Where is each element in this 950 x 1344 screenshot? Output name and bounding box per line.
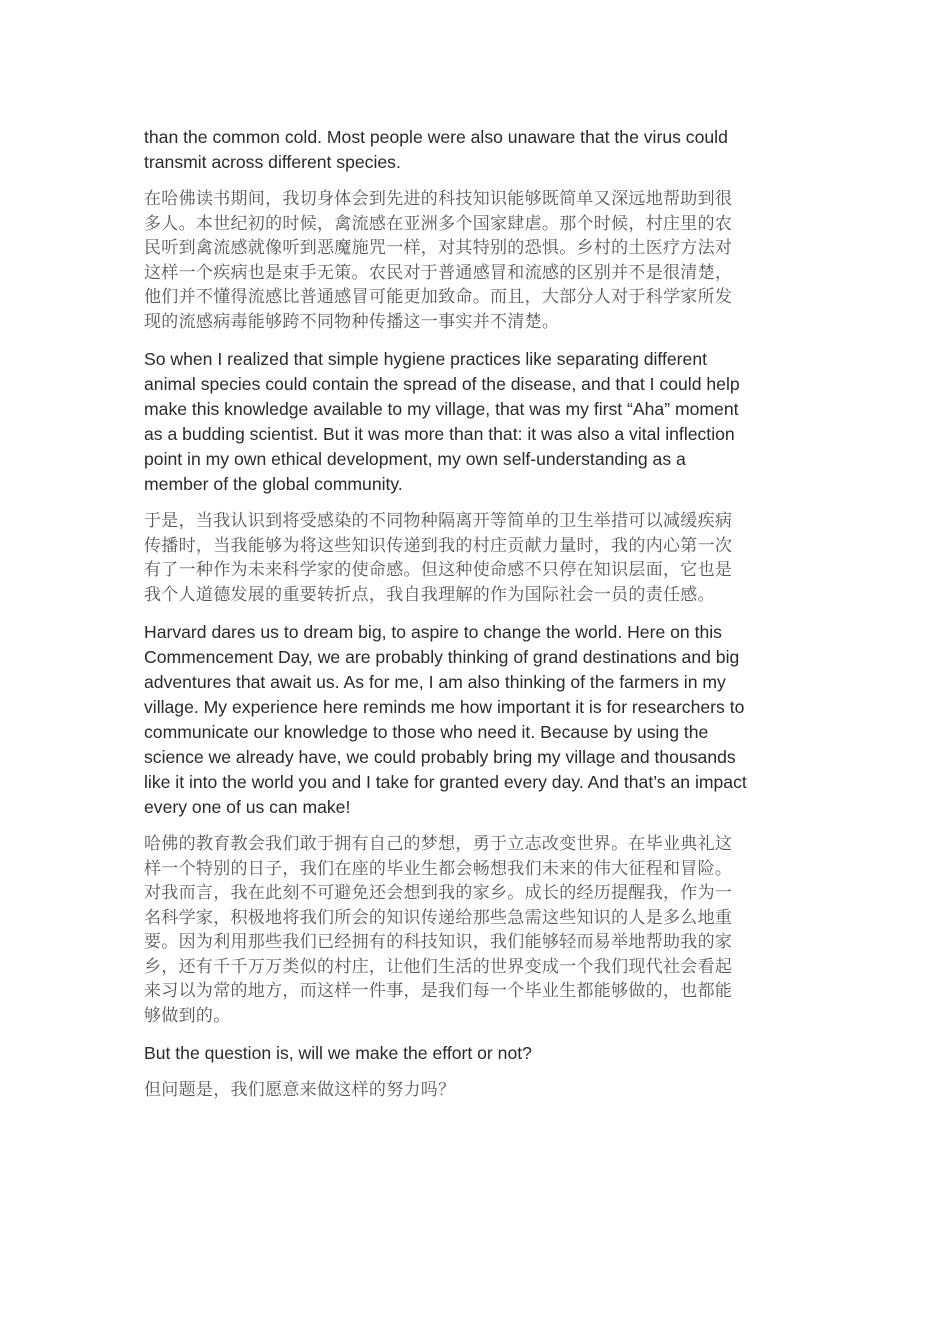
text-line: 哈佛的教育教会我们敢于拥有自己的梦想，勇于立志改变世界。在毕业典礼这 <box>144 834 733 854</box>
text-line: 现的流感病毒能够跨不同物种传播这一事实并不清楚。 <box>144 311 560 332</box>
text-line: But the question is, will we make the effort or not? <box>144 1043 532 1063</box>
text-line: 多人。本世纪初的时候，禽流感在亚洲多个国家肆虐。那个时候，村庄里的农 <box>144 213 733 234</box>
text-line: 但问题是，我们愿意来做这样的努力吗？ <box>144 1080 456 1100</box>
text-line: 名科学家，积极地将我们所会的知识传递给那些急需这些知识的人是多么地重 <box>144 907 733 928</box>
text-line: 于是，当我认识到将受感染的不同物种隔离开等简单的卫生举措可以减缓疾病 <box>144 511 733 531</box>
text-line: 民听到禽流感就像听到恶魔施咒一样，对其特别的恐惧。乡村的土医疗方法对 <box>144 238 733 258</box>
text-line: transmit across different species. <box>144 152 401 172</box>
text-line: Commencement Day, we are probably thinking of grand destinations and big <box>144 647 740 667</box>
text-line: Harvard dares us to dream big, to aspire to change the world. Here on this <box>144 622 722 642</box>
text-line: 传播时，当我能够为将这些知识传递到我的村庄贡献力量时，我的内心第一次 <box>144 535 733 556</box>
text-line: communicate our knowledge to those who need it. Because by using the <box>144 722 709 742</box>
paragraph-english <box>144 347 809 497</box>
text-line: 他们并不懂得流感比普通感冒可能更加致命。而且，大部分人对于科学家所发 <box>144 287 733 307</box>
text-line: animal species could contain the spread of the disease, and that I could help <box>144 374 740 394</box>
paragraph-chinese <box>144 187 809 334</box>
text-line: adventures that await us. As for me, I am also thinking of the farmers in my <box>144 672 726 692</box>
text-line: as a budding scientist. But it was more than that: it was also a vital inflection <box>144 424 735 444</box>
text-line: 我个人道德发展的重要转折点，我自我理解的作为国际社会一员的责任感。 <box>144 584 715 605</box>
text-line: than the common cold. Most people were also unaware that the virus could <box>144 127 728 147</box>
paragraph-english <box>144 620 809 820</box>
text-line: like it into the world you and I take for granted every day. And that’s an impact <box>144 772 747 792</box>
text-line: village. My experience here reminds me how important it is for researchers to <box>144 697 745 717</box>
text-line: make this knowledge available to my village, that was my first “Aha” moment <box>144 399 739 419</box>
text-line: 有了一种作为未来科学家的使命感。但这种使命感不只停在知识层面，它也是 <box>144 560 733 580</box>
text-line: point in my own ethical development, my own self-understanding as a <box>144 449 686 469</box>
text-line: 乡，还有千千万万类似的村庄，让他们生活的世界变成一个我们现代社会看起 <box>144 956 733 977</box>
text-line: 来习以为常的地方，而这样一件事，是我们每一个毕业生都能够做的，也都能 <box>144 981 733 1001</box>
paragraph-english <box>144 125 809 175</box>
text-line: member of the global community. <box>144 474 403 494</box>
text-line: 对我而言，我在此刻不可避免还会想到我的家乡。成长的经历提醒我，作为一 <box>144 883 733 903</box>
document-page <box>144 125 809 1116</box>
text-line: So when I realized that simple hygiene practices like separating different <box>144 349 707 369</box>
paragraph-chinese <box>144 509 809 607</box>
paragraph-chinese <box>144 832 809 1028</box>
text-line: 这样一个疾病也是束手无策。农民对于普通感冒和流感的区别并不是很清楚， <box>144 262 733 283</box>
text-line: 够做到的。 <box>144 1005 231 1026</box>
paragraph-english <box>144 1041 809 1066</box>
text-line: science we already have, we could probably bring my village and thousands <box>144 747 736 767</box>
text-line: 样一个特别的日子，我们在座的毕业生都会畅想我们未来的伟大征程和冒险。 <box>144 858 733 879</box>
text-line: 要。因为利用那些我们已经拥有的科技知识，我们能够轻而易举地帮助我的家 <box>144 932 733 952</box>
paragraph-chinese <box>144 1078 809 1103</box>
text-line: 在哈佛读书期间，我切身体会到先进的科技知识能够既简单又深远地帮助到很 <box>144 189 733 209</box>
text-line: every one of us can make! <box>144 797 351 817</box>
